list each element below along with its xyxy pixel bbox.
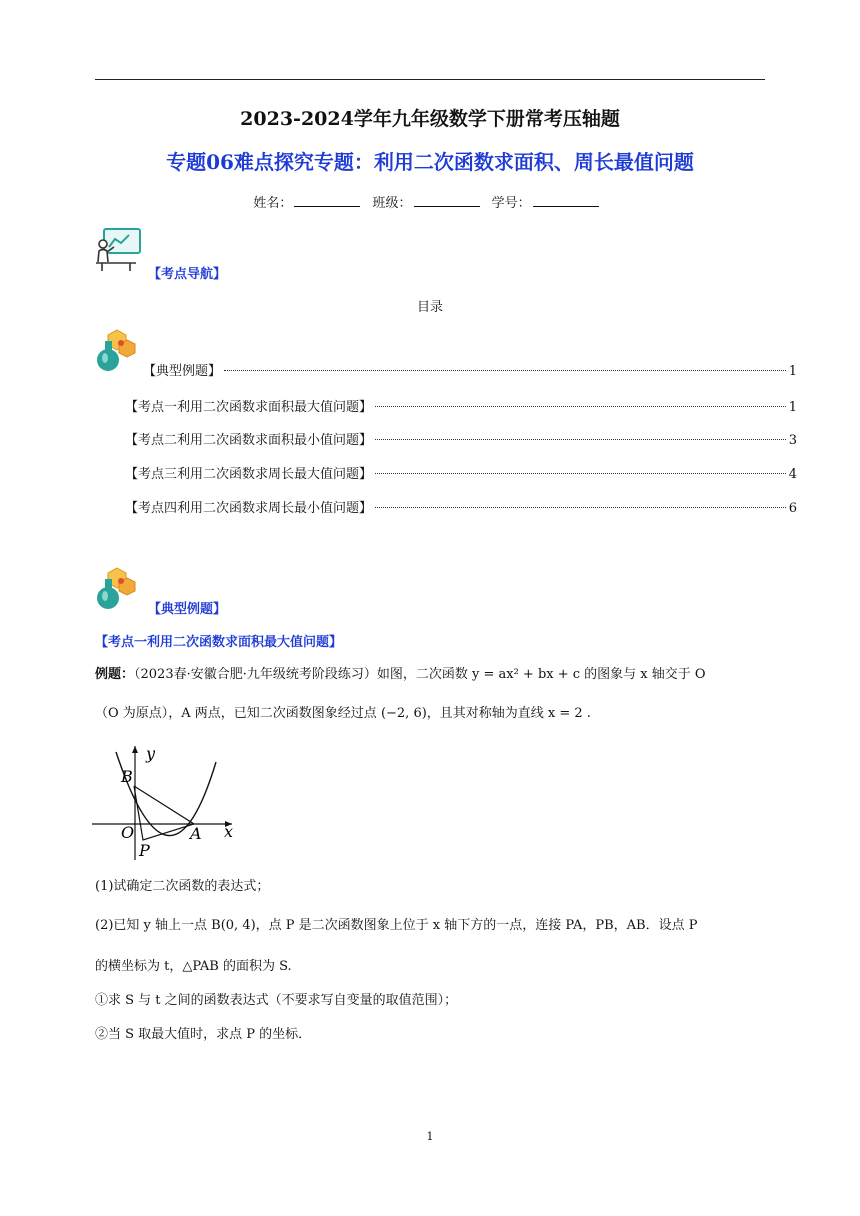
- page-number: 1: [426, 1130, 434, 1143]
- nav-heading: 【考点导航】: [148, 267, 227, 282]
- toc-item[interactable]: [125, 497, 797, 515]
- header-rule: [95, 79, 765, 80]
- question-2a: ①求 S 与 t 之间的函数表达式（不要求写自变量的取值范围）；: [95, 993, 458, 1008]
- label-x: x: [224, 822, 234, 841]
- toc-item-page: 1: [788, 400, 797, 415]
- toc-item-label: 【考点三利用二次函数求周长最大值问题】: [125, 467, 373, 482]
- parabola-figure: [92, 742, 242, 862]
- toc-leader: [375, 507, 786, 508]
- y-axis-arrow: [132, 746, 138, 753]
- label-p: P: [139, 841, 150, 860]
- question-2-line-2: 的横坐标为 t，△PAB 的面积为 S.: [95, 959, 292, 974]
- name-blank[interactable]: [294, 194, 360, 207]
- question-2b: ②当 S 取最大值时，求点 P 的坐标．: [95, 1027, 312, 1042]
- toc-item-label: 【考点二利用二次函数求面积最小值问题】: [125, 433, 373, 448]
- toc-item[interactable]: [125, 429, 797, 447]
- toc-item-page: 4: [788, 467, 797, 482]
- label-a: A: [190, 824, 202, 843]
- toc-item-label: 【典型例题】: [143, 364, 222, 379]
- toc-item[interactable]: [125, 396, 797, 414]
- question-1: (1)试确定二次函数的表达式；: [95, 879, 270, 894]
- name-label: 姓名：: [253, 196, 293, 211]
- toc-item-label: 【考点四利用二次函数求周长最小值问题】: [125, 501, 373, 516]
- problem-text-1: （2023春·安徽合肥·九年级统考阶段练习）如图，二次函数 y = ax² + bx + c 的图象与 x 轴交于 O: [134, 667, 706, 682]
- toc-item-page: 1: [788, 364, 797, 379]
- document-title: 2023-2024学年九年级数学下册常考压轴题: [240, 108, 620, 130]
- id-label: 学号：: [491, 196, 531, 211]
- toc-title: 目录: [416, 300, 443, 315]
- toc-item-page: 6: [788, 501, 797, 516]
- toc-item[interactable]: [143, 360, 797, 378]
- problem-line-2: （O 为原点），A 两点，已知二次函数图象经过点 (−2, 6)，且其对称轴为直线 x = 2 .: [95, 706, 591, 721]
- toc-leader: [224, 370, 786, 371]
- student-info-line: [0, 192, 860, 211]
- label-o: O: [121, 823, 135, 842]
- topic-heading: 【考点一利用二次函数求面积最大值问题】: [95, 635, 343, 650]
- document-subtitle: 专题06难点探究专题：利用二次函数求面积、周长最值问题: [166, 150, 694, 174]
- section-heading: 【典型例题】: [148, 602, 227, 617]
- toc-item-label: 【考点一利用二次函数求面积最大值问题】: [125, 400, 373, 415]
- id-blank[interactable]: [533, 194, 599, 207]
- class-blank[interactable]: [414, 194, 480, 207]
- teacher-board-icon: [96, 226, 144, 272]
- flask-icon: [95, 328, 139, 372]
- class-label: 班级：: [372, 196, 412, 211]
- toc-item-page: 3: [788, 433, 797, 448]
- problem-label: 例题：: [95, 667, 135, 682]
- toc-leader: [375, 439, 786, 440]
- problem-line-1: [95, 666, 706, 684]
- question-2-line-1: (2)已知 y 轴上一点 B(0, 4)，点 P 是二次函数图象上位于 x 轴下方的一点，连接 PA，PB，AB．设点 P: [95, 918, 698, 933]
- flask-icon: [95, 566, 139, 610]
- label-y: y: [146, 744, 156, 763]
- label-b: B: [121, 767, 133, 786]
- toc-leader: [375, 473, 786, 474]
- toc-leader: [375, 406, 786, 407]
- toc-item[interactable]: [125, 463, 797, 481]
